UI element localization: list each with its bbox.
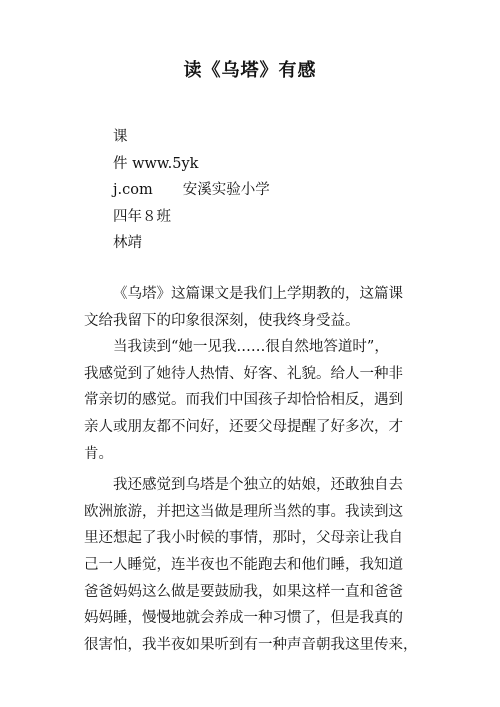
meta-line-3 xyxy=(113,177,270,204)
page-title: 读《乌塔》有感 xyxy=(183,60,317,81)
text-line: 爸爸妈妈这么做是要鼓励我，如果这样一直和爸爸 xyxy=(84,583,403,600)
meta-url-fragment: j.com xyxy=(113,182,153,198)
text-line: 我感觉到了她待人热情、好客、礼貌。给人一种非 xyxy=(84,365,403,382)
text-line: 亲人或朋友都不问好，还要父母提醒了好多次，才 xyxy=(84,418,403,435)
author-info xyxy=(113,124,270,257)
text-line: 常亲切的感觉。而我们中国孩子却恰恰相反，遇到 xyxy=(84,392,403,409)
author-name: 林靖 xyxy=(113,235,142,251)
school-name: 安溪实验小学 xyxy=(182,182,270,198)
paragraph-3 xyxy=(84,472,426,658)
paragraph-2 xyxy=(84,334,426,467)
text-line: 文给我留下的印象很深刻，使我终身受益。 xyxy=(84,312,360,329)
meta-line-1: 课 xyxy=(113,129,128,145)
text-line: 肯。 xyxy=(84,445,113,462)
text-line: 妈妈睡，慢慢地就会养成一种习惯了，但是我真的 xyxy=(84,610,403,627)
text-line: 欧洲旅游，并把这当做是理所当然的事。我读到这 xyxy=(84,503,403,520)
text-line: 《乌塔》这篇课文是我们上学期教的，这篇课 xyxy=(113,286,403,302)
text-line: 很害怕，我半夜如果听到有一种声音朝我这里传来， xyxy=(84,636,418,653)
class-name: 四年８班 xyxy=(113,208,171,225)
text-line: 里还想起了我小时候的事情，那时，父母亲让我自 xyxy=(84,530,403,547)
essay-body xyxy=(84,281,426,658)
text-line: 己一人睡觉，连半夜也不能跑去和他们睡，我知道 xyxy=(84,556,403,573)
meta-line-2: 件 www.5yk xyxy=(113,155,199,172)
text-line: 我还感觉到乌塔是个独立的姑娘，还敢独自去 xyxy=(113,477,403,494)
text-line: 当我读到“她一见我……很自然地答道时”， xyxy=(113,339,389,356)
paragraph-1 xyxy=(84,281,426,334)
